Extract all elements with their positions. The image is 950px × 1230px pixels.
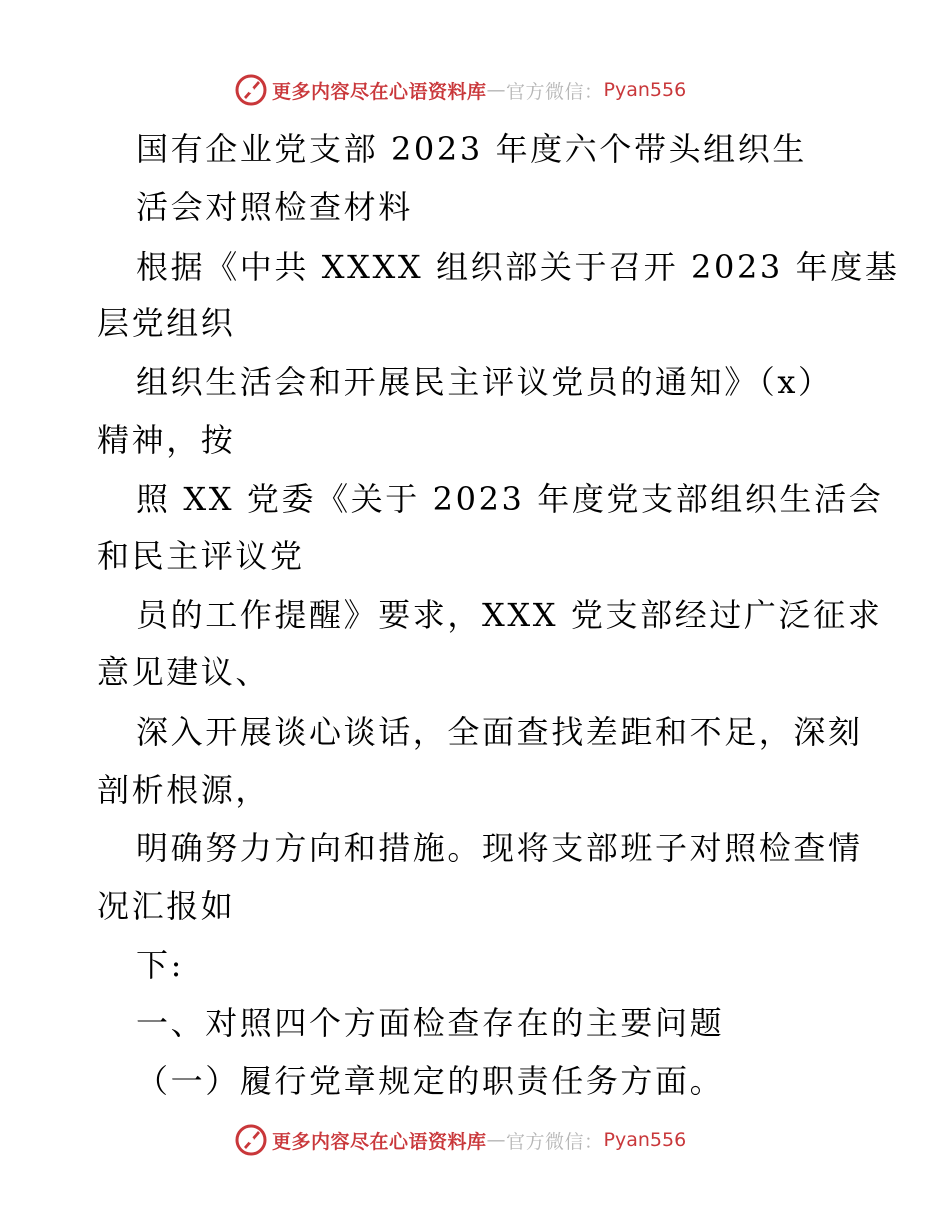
doc-section-heading: 一、对照四个方面检查存在的主要问题 <box>136 1004 725 1042</box>
doc-subsection-heading: （一）履行党章规定的职责任务方面。 <box>136 1062 725 1100</box>
header-watermark <box>234 70 734 110</box>
watermark-main-text: 更多内容尽在心语资料库 <box>272 80 487 103</box>
watermark-official-text: 官方微信： <box>506 80 604 103</box>
doc-paragraph-line: 员的工作提醒》要求，XXX 党支部经过广泛征求 <box>136 596 883 634</box>
watermark-handle: Pyan556 <box>603 79 687 101</box>
doc-paragraph-line: 精神，按 <box>97 421 236 459</box>
quill-logo-icon <box>234 1123 268 1157</box>
watermark-official-text: 官方微信： <box>506 1130 604 1153</box>
footer-watermark <box>234 1120 734 1160</box>
doc-paragraph-line: 意见建议、 <box>97 653 271 691</box>
doc-paragraph-line: 明确努力方向和措施。现将支部班子对照检查情 <box>136 829 863 867</box>
doc-paragraph-line: 根据《中共 XXXX 组织部关于召开 2023 年度基 <box>136 248 900 286</box>
doc-paragraph-line: 组织生活会和开展民主评议党员的通知》（x） <box>136 363 833 401</box>
doc-paragraph-line: 和民主评议党 <box>97 537 305 575</box>
doc-paragraph-line: 照 XX 党委《关于 2023 年度党支部组织生活会 <box>136 480 884 518</box>
watermark-main-text: 更多内容尽在心语资料库 <box>272 1130 487 1153</box>
doc-paragraph-line: 况汇报如 <box>97 887 236 925</box>
watermark-dash: — <box>486 79 507 101</box>
doc-paragraph-line: 层党组织 <box>97 304 236 342</box>
doc-paragraph-line: 深入开展谈心谈话，全面查找差距和不足，深刻 <box>136 713 863 751</box>
doc-paragraph-line: 下: <box>136 946 184 984</box>
watermark-handle: Pyan556 <box>603 1129 687 1151</box>
watermark-dash: — <box>486 1129 507 1151</box>
doc-paragraph-line: 剖析根源， <box>97 771 271 809</box>
doc-title-line-2: 活会对照检查材料 <box>136 188 413 226</box>
doc-title-line-1: 国有企业党支部 2023 年度六个带头组织生 <box>136 130 807 168</box>
quill-logo-icon <box>234 73 268 107</box>
